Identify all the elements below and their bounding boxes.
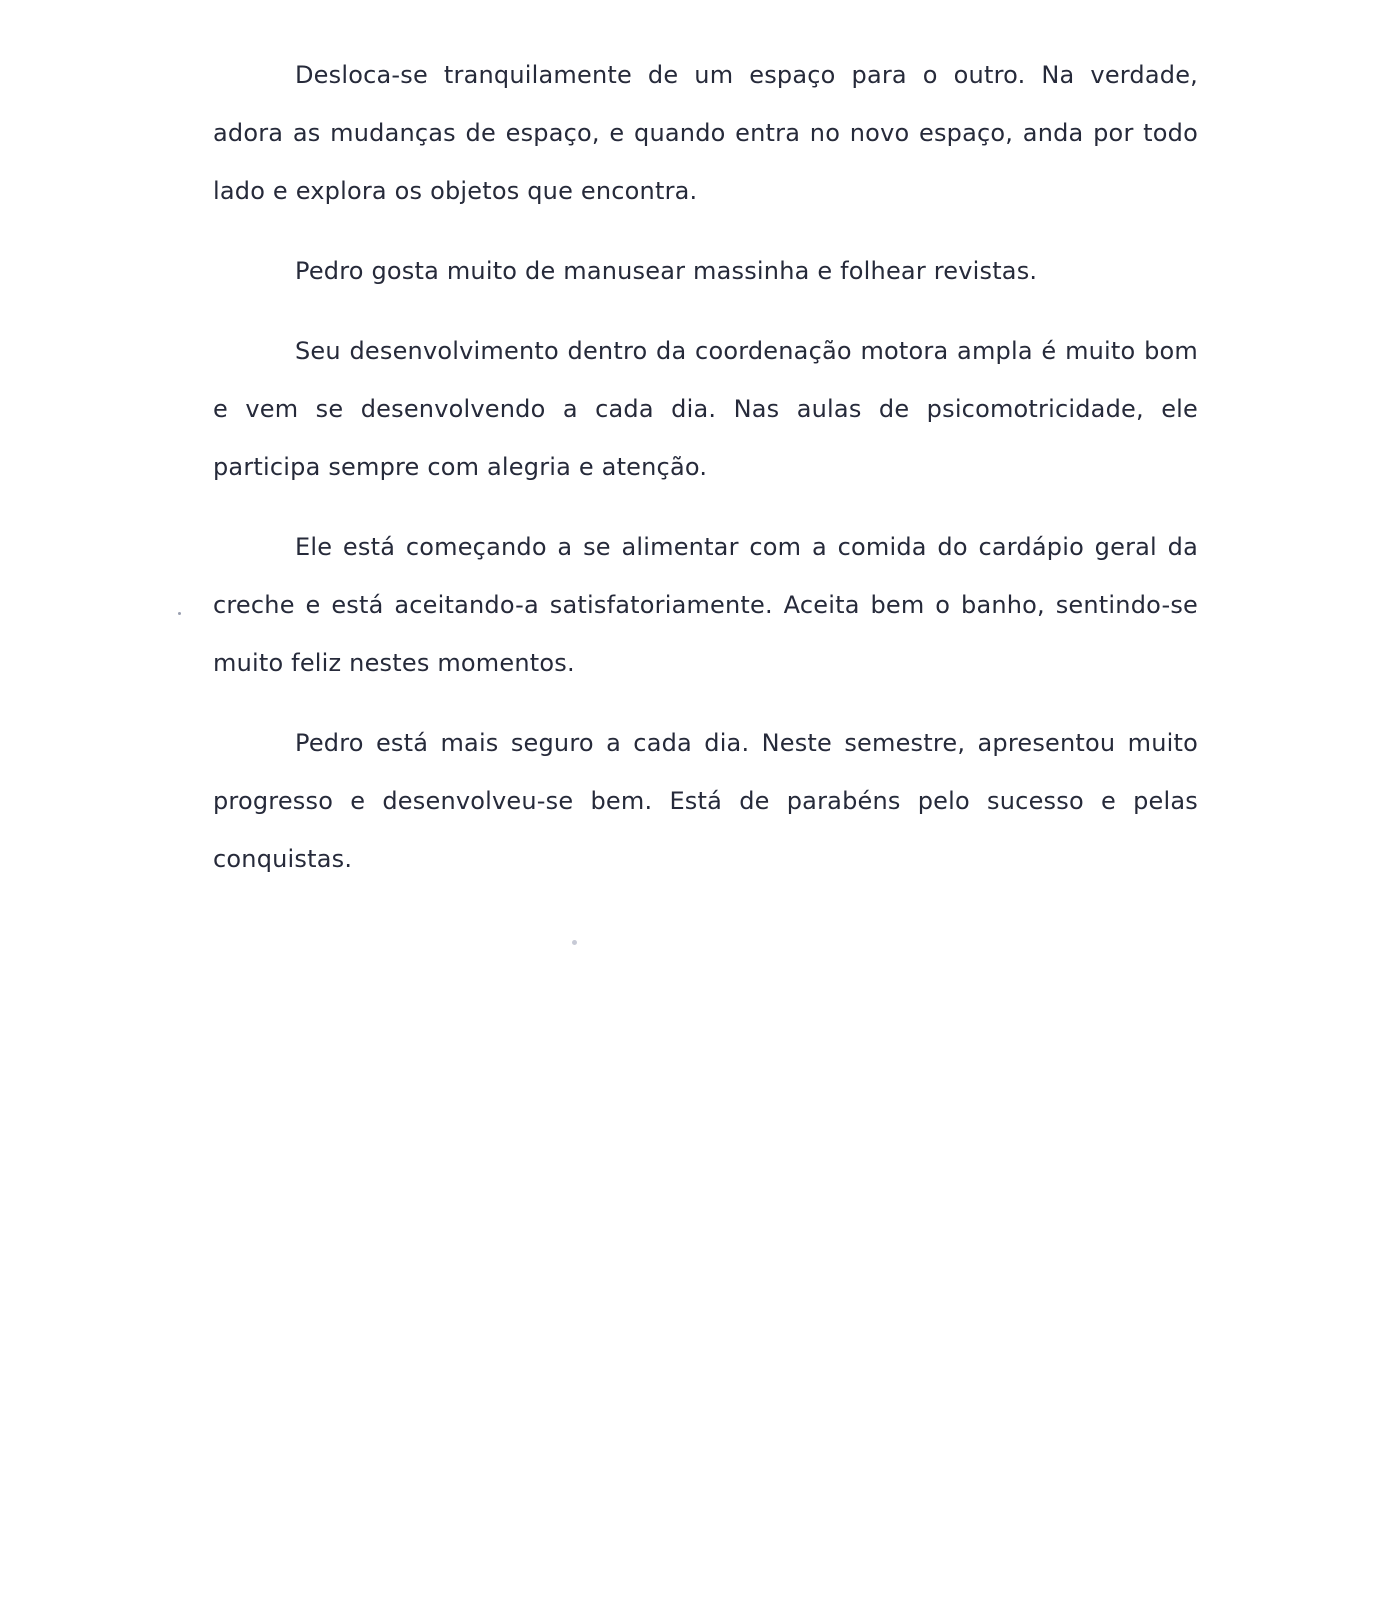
document-body xyxy=(213,46,1198,888)
paragraph-2: Pedro gosta muito de manusear massinha e folhear revistas. xyxy=(295,257,1038,285)
scan-speck xyxy=(572,940,577,945)
scan-speck xyxy=(178,612,181,615)
paragraph-1: Desloca-se tranquilamente de um espaço para o outro. Na verdade, adora as mudanças de espaço, e quando entra no novo espaço, anda por todo lado e explora os objetos que encontra. xyxy=(213,61,1198,205)
paragraph-4: Ele está começando a se alimentar com a comida do cardápio geral da creche e está aceitando-a satisfatoriamente. Aceita bem o banho, sentindo-se muito feliz nestes momentos. xyxy=(213,533,1198,677)
paragraph-3: Seu desenvolvimento dentro da coordenação motora ampla é muito bom e vem se desenvolvendo a cada dia. Nas aulas de psicomotricidade, ele participa sempre com alegria e atenção. xyxy=(213,337,1198,481)
paragraph-5: Pedro está mais seguro a cada dia. Neste semestre, apresentou muito progresso e desenvolveu-se bem. Está de parabéns pelo sucesso e pelas conquistas. xyxy=(213,729,1198,873)
